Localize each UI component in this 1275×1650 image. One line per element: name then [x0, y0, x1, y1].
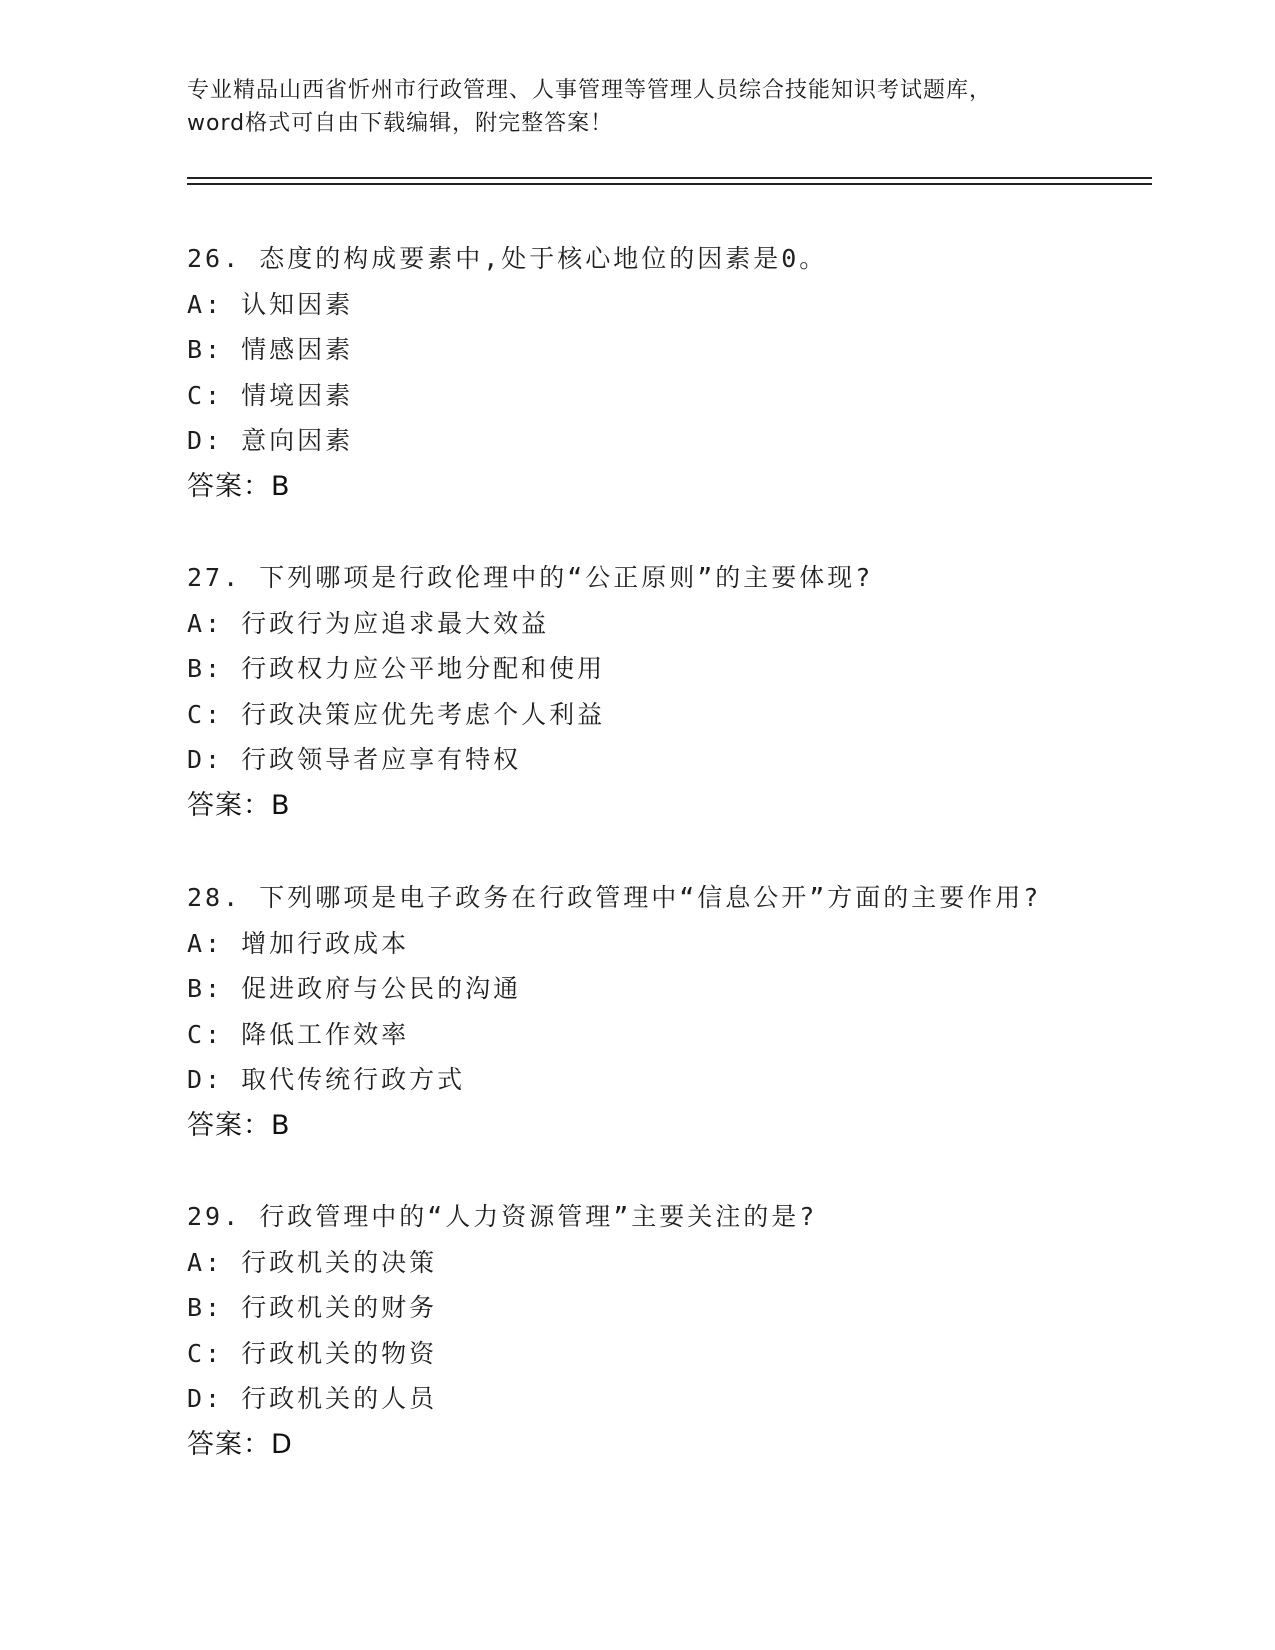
question-stem: 29. 行政管理中的“人力资源管理”主要关注的是?	[187, 1202, 818, 1231]
option-a: A: 认知因素	[187, 289, 354, 319]
option-a: A: 增加行政成本	[187, 928, 410, 958]
question-26	[187, 236, 1187, 509]
question-stem: 27. 下列哪项是行政伦理中的“公正原则”的主要体现?	[187, 563, 874, 592]
option-c: C: 行政机关的物资	[187, 1338, 438, 1368]
option-b: B: 行政机关的财务	[187, 1293, 438, 1322]
option-c: C: 行政决策应优先考虑个人利益	[187, 699, 606, 729]
answer: 答案：B	[187, 1109, 291, 1141]
question-29	[187, 1194, 1187, 1467]
answer: 答案：D	[187, 1428, 293, 1460]
document-header	[187, 74, 1087, 140]
option-b: B: 促进政府与公民的沟通	[187, 974, 522, 1003]
answer: 答案：B	[187, 789, 291, 821]
question-27	[187, 555, 1187, 828]
answer: 答案：B	[187, 470, 291, 502]
option-b: B: 情感因素	[187, 335, 354, 364]
question-stem: 28. 下列哪项是电子政务在行政管理中“信息公开”方面的主要作用?	[187, 883, 1042, 912]
option-d: D: 行政机关的人员	[187, 1384, 438, 1413]
option-d: D: 取代传统行政方式	[187, 1065, 466, 1094]
option-c: C: 降低工作效率	[187, 1019, 410, 1049]
header-rule-bottom	[187, 183, 1152, 185]
option-c: C: 情境因素	[187, 380, 354, 410]
header-rule-top	[187, 177, 1152, 179]
option-d: D: 意向因素	[187, 426, 354, 455]
option-a: A: 行政行为应追求最大效益	[187, 608, 550, 638]
header-line-1: 专业精品山西省忻州市行政管理、人事管理等管理人员综合技能知识考试题库，	[187, 78, 993, 103]
question-28	[187, 875, 1187, 1148]
option-a: A: 行政机关的决策	[187, 1247, 438, 1277]
question-stem: 26. 态度的构成要素中,处于核心地位的因素是0。	[187, 244, 828, 273]
option-d: D: 行政领导者应享有特权	[187, 745, 522, 774]
header-line-2: word格式可自由下载编辑，附完整答案！	[187, 111, 614, 136]
option-b: B: 行政权力应公平地分配和使用	[187, 654, 606, 683]
